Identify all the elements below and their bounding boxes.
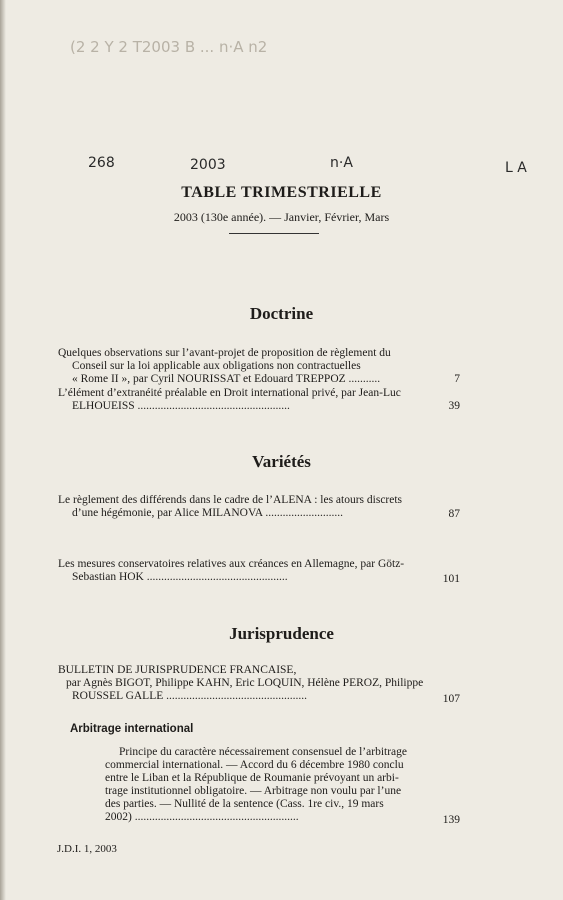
entry-line: entre le Liban et la République de Roumanie prévoyant un arbi- <box>105 772 399 784</box>
entry-line: Quelques observations sur l’avant-projet de proposition de règlement du <box>58 347 391 359</box>
entry-line: d’une hégémonie, par Alice MILANOVA ........................... <box>72 507 343 519</box>
section-jurisprudence: Jurisprudence <box>229 624 334 643</box>
entry-line: 2002) ......................................................... <box>105 811 299 823</box>
entry-varietes-2 <box>58 558 458 584</box>
page-number: 87 <box>448 508 460 520</box>
entry-doctrine-1 <box>58 347 458 386</box>
subheading-arbitrage: Arbitrage international <box>70 723 194 735</box>
entry-line: « Rome II », par Cyril NOURISSAT et Edouard TREPPOZ ........... <box>72 373 381 385</box>
entry-line: des parties. — Nullité de la sentence (Cass. 1re civ., 19 mars <box>105 798 384 810</box>
handwritten-year: 2003 <box>190 157 226 173</box>
section-doctrine: Doctrine <box>249 304 314 323</box>
entry-line: L’élément d’extranéité préalable en Droit international privé, par Jean-Luc <box>58 387 401 399</box>
page-number: 39 <box>448 400 460 412</box>
entry-line: ROUSSEL GALLE ................................................. <box>72 690 308 702</box>
page-footer: J.D.I. 1, 2003 <box>57 843 117 855</box>
entry-varietes-1 <box>58 494 458 520</box>
entry-line: Les mesures conservatoires relatives aux créances en Allemagne, par Götz- <box>58 558 405 570</box>
handwritten-mark: n·A <box>330 155 353 171</box>
entry-line: Sebastian HOK ................................................. <box>72 571 288 583</box>
page-edge-shadow <box>0 0 6 900</box>
title-rule <box>229 233 319 234</box>
handwritten-note-top: (2 2 Y 2 T2003 B ... n·A n2 <box>70 38 268 56</box>
entry-line: par Agnès BIGOT, Philippe KAHN, Eric LOQUIN, Hélène PEROZ, Philippe <box>66 677 424 689</box>
handwritten-mark-right: L A <box>505 160 527 176</box>
entry-jurisprudence-1 <box>58 664 458 703</box>
entry-doctrine-2 <box>58 387 458 413</box>
page-number: 7 <box>454 373 460 385</box>
page-subtitle: 2003 (130e année). — Janvier, Février, Mars <box>173 210 390 224</box>
entry-line: Le règlement des différends dans le cadre de l’ALENA : les atours discrets <box>58 494 403 506</box>
page-title: TABLE TRIMESTRIELLE <box>181 184 382 201</box>
entry-line: commercial international. — Accord du 6 décembre 1980 conclu <box>105 759 404 771</box>
page-number: 101 <box>442 573 460 585</box>
entry-line: Conseil sur la loi applicable aux obligations non contractuelles <box>72 360 361 372</box>
entry-line: trage institutionnel obligatoire. — Arbitrage non voulu par l’une <box>105 785 402 797</box>
entry-line: BULLETIN DE JURISPRUDENCE FRANCAISE, <box>58 664 297 676</box>
handwritten-number-left: 268 <box>88 155 115 171</box>
section-varietes: Variétés <box>252 452 311 471</box>
entry-arbitrage-1 <box>105 746 460 824</box>
entry-line: Principe du caractère nécessairement consensuel de l’arbitrage <box>119 746 407 758</box>
page-number: 107 <box>442 693 460 705</box>
page-number: 139 <box>442 814 460 826</box>
entry-line: ELHOUEISS ..................................................... <box>72 400 290 412</box>
